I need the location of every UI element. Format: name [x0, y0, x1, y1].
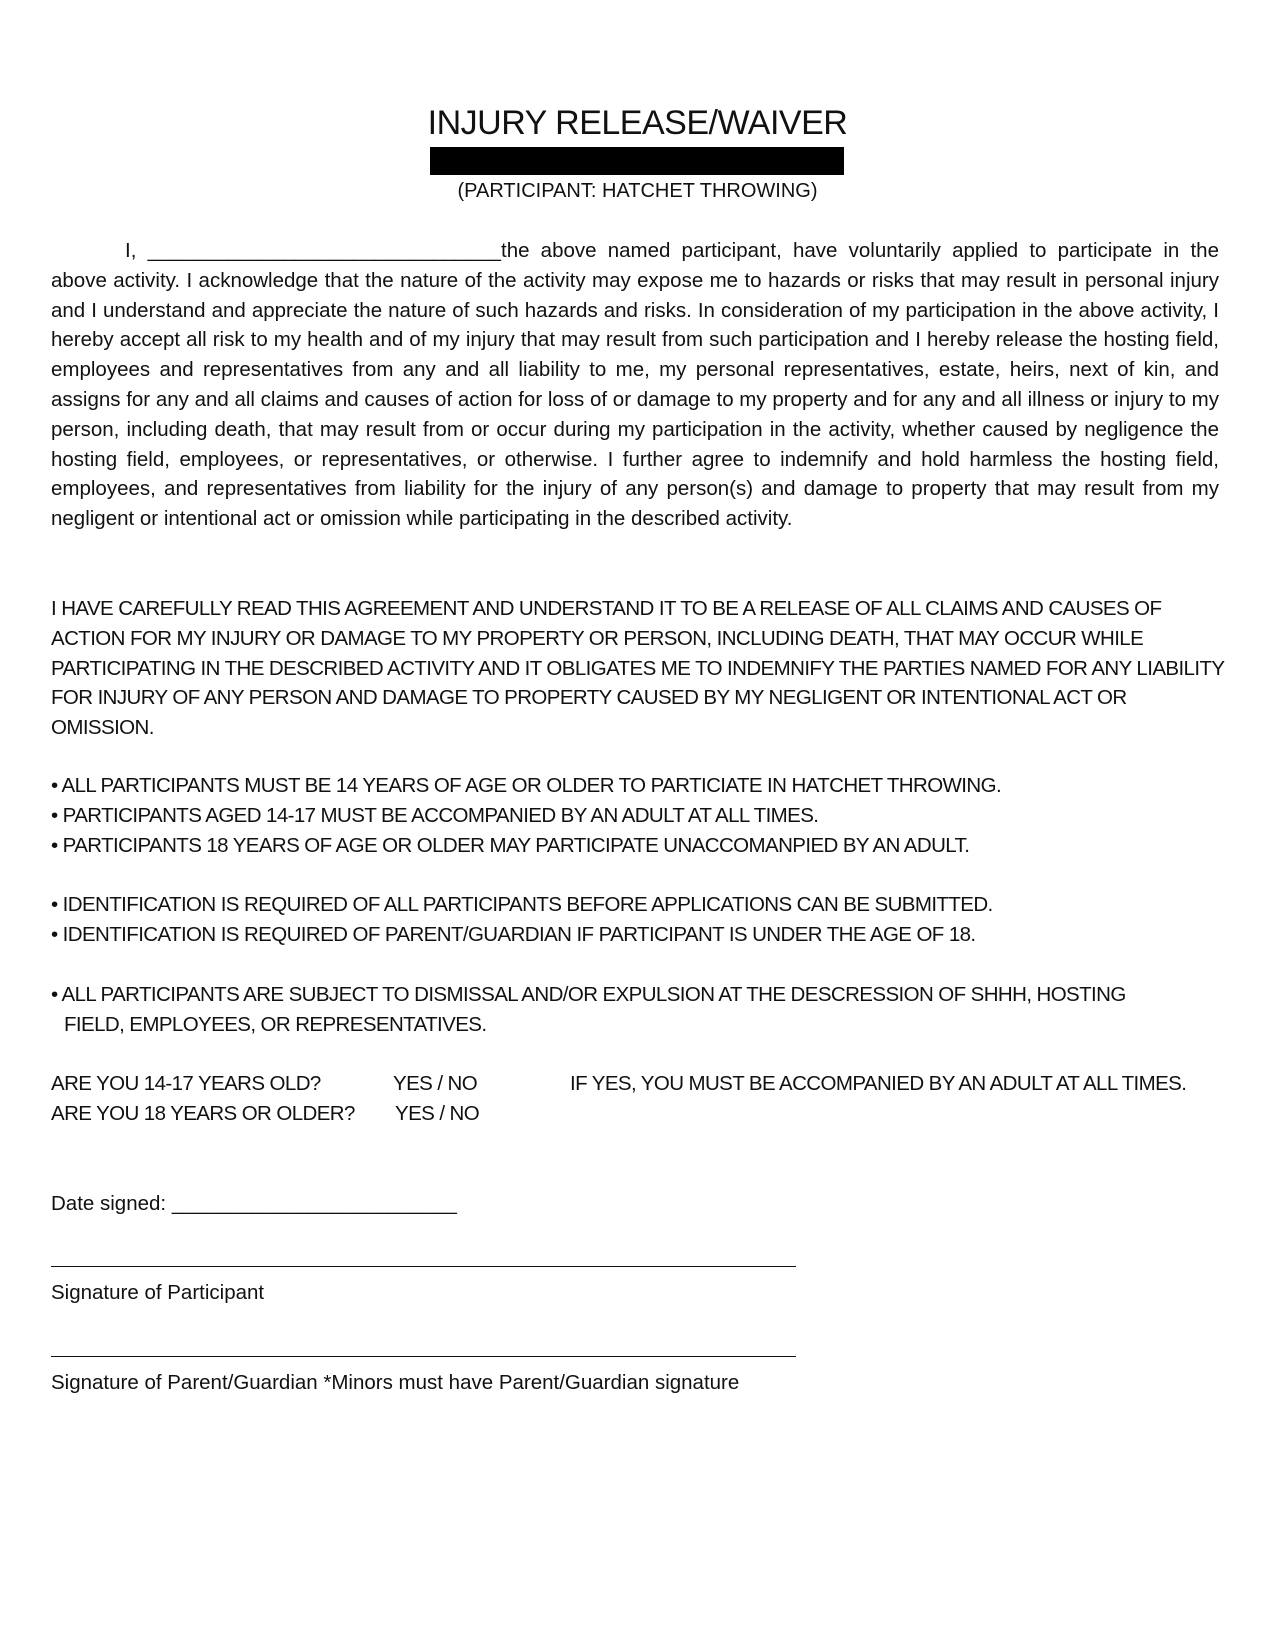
release-paragraph: [51, 236, 1219, 534]
question-label: ARE YOU 14-17 YEARS OLD?: [51, 1072, 321, 1095]
yes-no-choice[interactable]: YES / NO: [395, 1102, 480, 1125]
list-item: • IDENTIFICATION IS REQUIRED OF PARENT/GUARDIAN IF PARTICIPANT IS UNDER THE AGE OF 18.: [51, 922, 976, 946]
date-signed-row: [51, 1189, 457, 1219]
date-signed-label: Date signed:: [51, 1192, 167, 1215]
document-title: INJURY RELEASE/WAIVER: [427, 104, 848, 142]
id-rules-list: [51, 890, 1231, 950]
list-item: • PARTICIPANTS AGED 14-17 MUST BE ACCOMPANIED BY AN ADULT AT ALL TIMES.: [51, 803, 819, 827]
participant-signature-label: Signature of Participant: [51, 1281, 265, 1304]
redaction-bar: [430, 147, 844, 175]
date-signed-blank[interactable]: _________________________: [171, 1192, 457, 1215]
dismissal-line-2: FIELD, EMPLOYEES, OR REPRESENTATIVES.: [64, 1012, 487, 1036]
question-label: ARE YOU 18 YEARS OR OLDER?: [51, 1102, 355, 1125]
guardian-signature-line[interactable]: [51, 1356, 796, 1357]
release-text: the above named participant, have voluntarily applied to participate in the above activity. I acknowledge that the nature of the activity may expose me to hazards or risks that may result in personal injury and I understand and appreciate the nature of such hazards and risks. In consideration of my participation in the above activity, I hereby accept all risk to my health and of my injury that may result from such participation and I hereby release the hosting field, employees and representatives from any and all liability to me, my personal representatives, estate, heirs, next of kin, and assigns for any and all claims and causes of action for loss of or damage to my property and for any and all illness or injury to my person, including death, that may result from or occur during my participation in the activity, whether caused by negligence the hosting field, employees, or representatives, or otherwise. I further agree to indemnify and hold harmless the hosting field, employees, and representatives from liability for the injury of any person(s) and damage to property that may result from my negligent or intentional act or omission while participating in the described activity.: [51, 239, 1219, 531]
guardian-signature-label: Signature of Parent/Guardian *Minors must have Parent/Guardian signature: [51, 1371, 740, 1394]
list-item: • PARTICIPANTS 18 YEARS OF AGE OR OLDER MAY PARTICIPATE UNACCOMANPIED BY AN ADULT.: [51, 833, 970, 857]
list-item: • ALL PARTICIPANTS MUST BE 14 YEARS OF AGE OR OLDER TO PARTICIATE IN HATCHET THROWING.: [51, 774, 1002, 797]
document-subtitle: (PARTICIPANT: HATCHET THROWING): [457, 180, 818, 202]
question-note: IF YES, YOU MUST BE ACCOMPANIED BY AN ADULT AT ALL TIMES.: [570, 1072, 1187, 1095]
participant-signature-line[interactable]: [51, 1266, 796, 1267]
intro-pronoun: I,: [125, 239, 137, 262]
acknowledgement-paragraph: I HAVE CAREFULLY READ THIS AGREEMENT AND UNDERSTAND IT TO BE A RELEASE OF ALL CLAIMS AND CAUSES OF ACTION FOR MY INJURY OR DAMAGE TO MY PROPERTY OR PERSON, INCLUDING DEATH, THAT MAY OCCUR WHILE PARTICIPATING IN THE DESCRIBED ACTIVITY AND IT OBLIGATES ME TO INDEMNIFY THE PARTIES NAMED FOR ANY LIABILITY FOR INJURY OF ANY PERSON AND DAMAGE TO PROPERTY CAUSED BY MY NEGLIGENT OR INTENTIONAL ACT OR OMISSION.: [51, 597, 1225, 740]
list-item: • IDENTIFICATION IS REQUIRED OF ALL PARTICIPANTS BEFORE APPLICATIONS CAN BE SUBMITTED.: [51, 893, 993, 916]
yes-no-choice[interactable]: YES / NO: [393, 1072, 478, 1095]
participant-name-blank[interactable]: _______________________________: [147, 239, 502, 262]
dismissal-rule: [51, 980, 1231, 1040]
dismissal-line-1: • ALL PARTICIPANTS ARE SUBJECT TO DISMISSAL AND/OR EXPULSION AT THE DESCRESSION OF SHHH, HOSTING: [51, 983, 1126, 1006]
age-rules-list: [51, 771, 1231, 860]
